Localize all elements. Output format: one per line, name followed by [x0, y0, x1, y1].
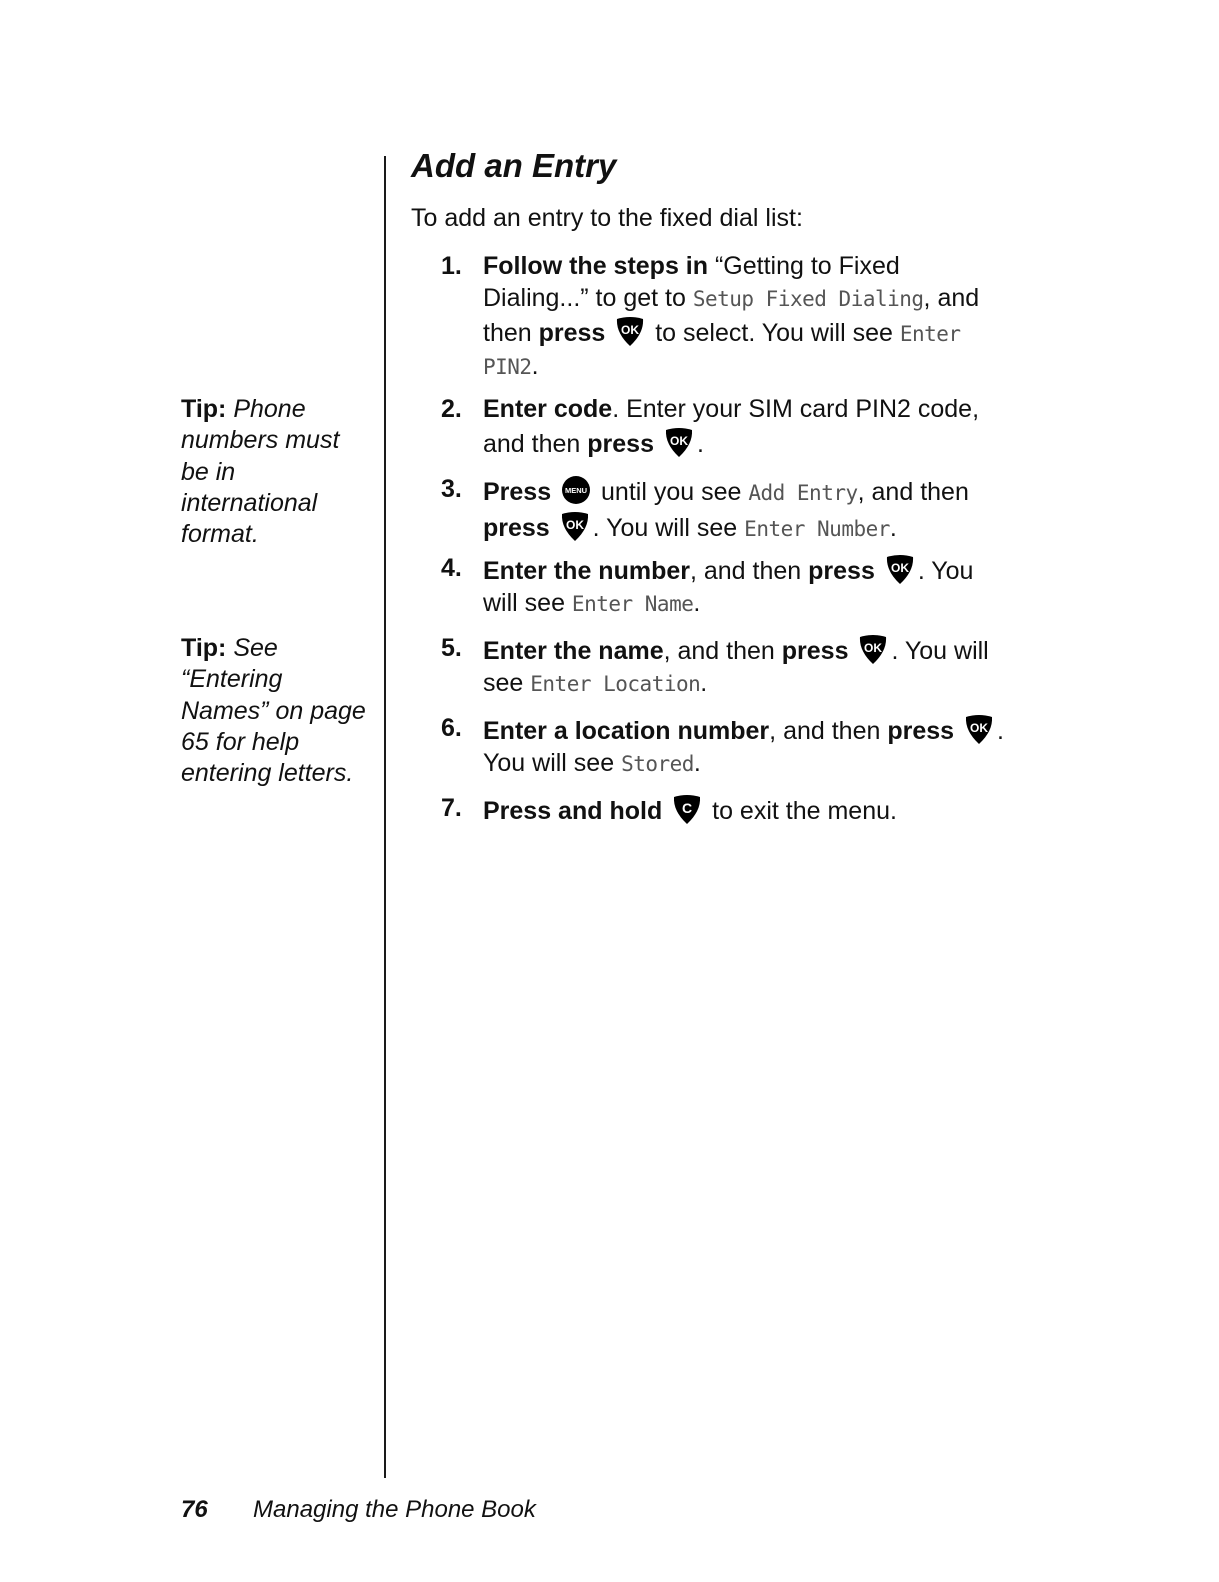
- display-text: Setup Fixed Dialing: [692, 286, 924, 311]
- step-bold: press: [887, 717, 955, 745]
- step-text: . You will see: [483, 717, 1004, 777]
- ok-key-label: OK: [864, 641, 883, 655]
- ok-key-label: OK: [970, 721, 988, 735]
- section-title: Managing the Phone Book: [253, 1496, 536, 1523]
- ok-key-label: OK: [890, 561, 909, 575]
- step-bold: Enter a location number: [483, 717, 770, 745]
- step-bold: Enter the name: [483, 637, 664, 665]
- page-number: 76: [181, 1496, 208, 1523]
- step-bold: Follow the steps in: [483, 252, 709, 280]
- tip-international-format: [181, 394, 371, 550]
- step-3: [441, 474, 1011, 545]
- tip-text: Phone numbers must be in international format.: [181, 395, 340, 549]
- ok-key-label: OK: [565, 517, 584, 532]
- ok-key-label: OK: [669, 433, 688, 448]
- step-bold: Press and hold: [483, 797, 663, 825]
- ok-key-icon: [614, 315, 646, 347]
- step-bold: Enter the number: [483, 557, 690, 585]
- column-divider: [384, 156, 386, 1478]
- step-1: [441, 251, 1011, 383]
- menu-key-icon: [560, 474, 592, 506]
- step-text: . You will see: [483, 557, 974, 617]
- step-bold: press: [538, 319, 606, 347]
- ok-key-icon: [884, 553, 916, 585]
- step-text: to exit the menu.: [705, 797, 897, 825]
- step-bold: Press: [483, 478, 552, 506]
- step-number: 1.: [441, 252, 462, 280]
- step-text: .: [696, 429, 704, 458]
- step-bold: Enter code: [483, 395, 613, 423]
- step-text: .: [531, 351, 539, 380]
- tip-entering-names: [181, 633, 371, 789]
- intro-text: To add an entry to the fixed dial list:: [411, 204, 803, 232]
- step-text: , and then: [689, 557, 809, 585]
- step-text: to select. You will see: [648, 319, 900, 347]
- step-5: [441, 633, 1011, 700]
- step-text: .: [693, 748, 701, 777]
- step-number: 3.: [441, 475, 462, 503]
- step-text: . Enter your SIM card PIN2 code, and then: [483, 395, 980, 458]
- step-number: 7.: [441, 794, 462, 822]
- ok-key-icon: [857, 633, 889, 665]
- step-number: 4.: [441, 554, 462, 582]
- menu-key-label: MENU: [565, 486, 588, 495]
- step-text: until you see: [594, 478, 749, 506]
- ok-key-label: OK: [621, 323, 640, 337]
- step-4: [441, 553, 1011, 620]
- step-text: . You will see: [483, 637, 989, 697]
- tip-text: See “Entering Names” on page 65 for help entering letters.: [181, 634, 366, 788]
- display-text: Enter Name: [571, 591, 694, 616]
- step-number: 6.: [441, 714, 462, 742]
- step-number: 5.: [441, 634, 462, 662]
- step-bold: press: [587, 429, 654, 458]
- step-text: .: [693, 588, 701, 617]
- step-text: , and then: [769, 717, 888, 745]
- display-text: Enter PIN2: [483, 322, 961, 379]
- display-text: Add Entry: [748, 481, 858, 505]
- step-text: .: [889, 513, 897, 542]
- step-text: .: [700, 668, 708, 697]
- step-7: [441, 793, 1011, 828]
- section-heading: Add an Entry: [411, 147, 617, 184]
- step-text: , and then: [857, 478, 969, 506]
- step-text: , and then: [663, 637, 782, 665]
- step-2: [441, 394, 1011, 460]
- display-text: Enter Number: [744, 516, 890, 541]
- tip-label: Tip:: [181, 395, 227, 423]
- step-text: , and then: [483, 283, 980, 347]
- step-text: “Getting to Fixed Dialing...” to get to: [483, 252, 900, 312]
- clear-key-icon: [671, 793, 703, 825]
- step-bold: press: [808, 557, 875, 585]
- step-6: [441, 713, 1011, 780]
- display-text: Stored: [621, 751, 694, 776]
- clear-key-label: C: [682, 800, 693, 816]
- tip-label: Tip:: [181, 634, 227, 662]
- display-text: Enter Location: [530, 671, 701, 696]
- step-bold: press: [781, 637, 849, 665]
- step-text: . You will see: [592, 513, 745, 542]
- step-number: 2.: [441, 395, 462, 423]
- ok-key-icon: [963, 713, 995, 745]
- step-bold: press: [483, 513, 550, 542]
- ok-key-icon: [559, 510, 591, 542]
- ok-key-icon: [663, 426, 695, 458]
